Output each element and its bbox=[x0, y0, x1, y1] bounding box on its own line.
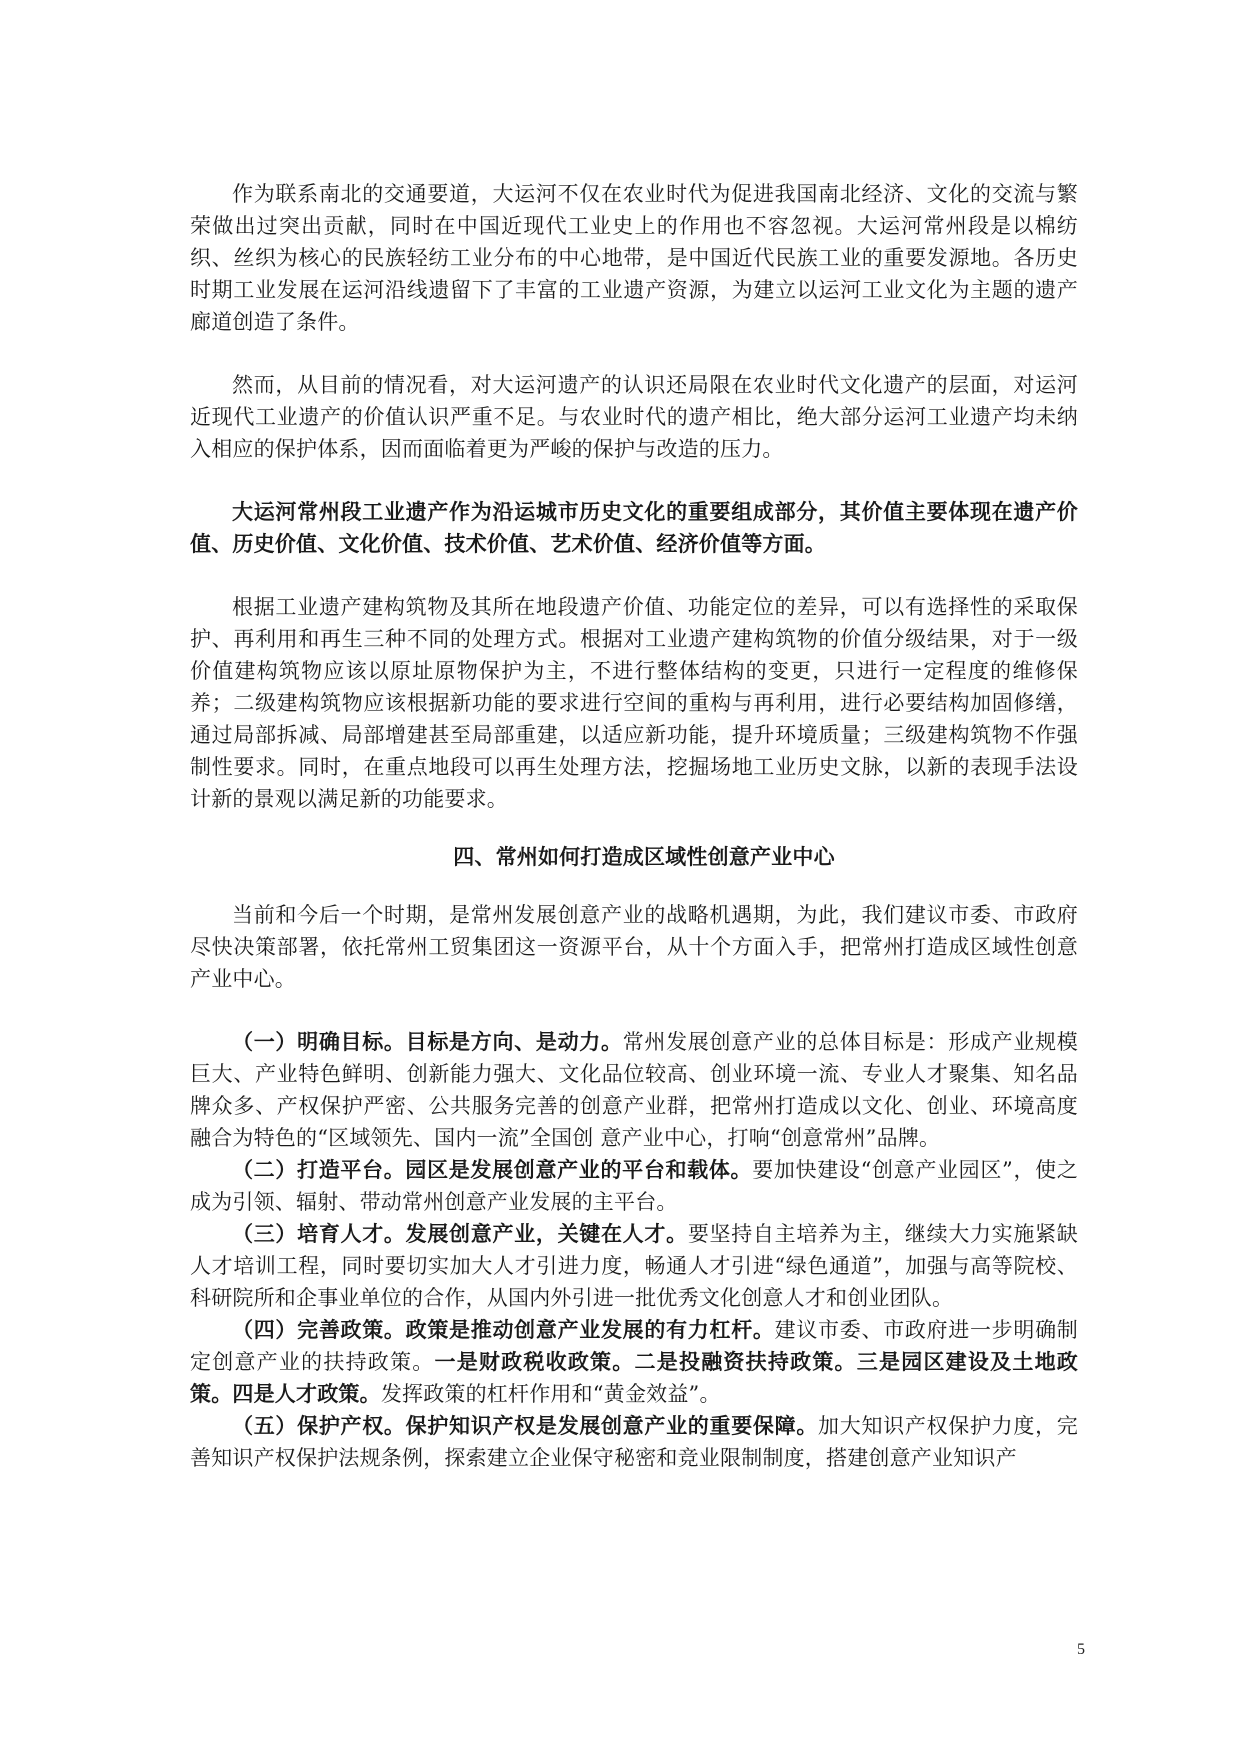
item-build-platform bbox=[190, 1154, 1078, 1218]
item-improve-policy bbox=[190, 1314, 1078, 1410]
item-body: 加大知识产权保护力度，完善知识产权保护法规条例，探索建立企业保守秘密和竞业限制制度，搭建创意产业知识产 bbox=[190, 1414, 1078, 1470]
page-number: 5 bbox=[1077, 1641, 1085, 1658]
document-body bbox=[190, 178, 1078, 1474]
paragraph-canal-transport: 作为联系南北的交通要道，大运河不仅在农业时代为促进我国南北经济、文化的交流与繁荣做出过突出贡献，同时在中国近现代工业史上的作用也不容忽视。大运河常州段是以棉纺织、丝织为核心的民族轻纺工业分布的中心地带，是中国近代民族工业的重要发源地。各历史时期工业发展在运河沿线遗留下了丰富的工业遗产资源，为建立以运河工业文化为主题的遗产廊道创造了条件。 bbox=[190, 182, 1078, 334]
item-lead: （三）培育人才。发展创意产业，关键在人才。 bbox=[232, 1221, 688, 1246]
item-lead: （二）打造平台。园区是发展创意产业的平台和载体。 bbox=[232, 1157, 753, 1182]
item-clear-goal bbox=[190, 1026, 1078, 1154]
item-body: 常州发展创意产业的总体目标是：形成产业规模巨大、产业特色鲜明、创新能力强大、文化品位较高、创业环境一流、专业人才聚集、知名品牌众多、产权保护严密、公共服务完善的创意产业群，把常州打造成以文化、创业、环境高度融合为特色的“区域领先、国内一流”全国创 意产业中心，打响“创意常州”品牌。 bbox=[190, 1030, 1078, 1150]
paragraph-canal-heritage-awareness: 然而，从目前的情况看，对大运河遗产的认识还局限在农业时代文化遗产的层面，对运河近现代工业遗产的价值认识严重不足。与农业时代的遗产相比，绝大部分运河工业遗产均未纳入相应的保护体系，因而面临着更为严峻的保护与改造的压力。 bbox=[190, 373, 1078, 461]
policy-point-1: 一是财政税收政策。 bbox=[434, 1349, 635, 1374]
item-body: 要加快建设“创意产业园区”，使之成为引领、辐射、带动常州创意产业发展的主平台。 bbox=[190, 1158, 1078, 1214]
policy-point-3: 三是园区建设及土地政策。 bbox=[190, 1349, 1079, 1406]
item-body: 建议市委、市政府进一步明确制定创意产业的扶持政策。 bbox=[190, 1318, 1078, 1374]
policy-point-4: 四是人才政策。 bbox=[232, 1381, 381, 1406]
policy-point-2: 二是投融资扶持政策。 bbox=[634, 1349, 857, 1374]
item-cultivate-talent bbox=[190, 1218, 1078, 1314]
item-protect-property bbox=[190, 1410, 1078, 1474]
item-lead: （一）明确目标。目标是方向、是动力。 bbox=[232, 1029, 623, 1054]
item-lead: （四）完善政策。政策是推动创意产业发展的有力杠杆。 bbox=[232, 1317, 775, 1342]
paragraph-treatment-methods: 根据工业遗产建构筑物及其所在地段遗产价值、功能定位的差异，可以有选择性的采取保护、再利用和再生三种不同的处理方式。根据对工业遗产建构筑物的价值分级结果，对于一级价值建构筑物应该以原址原物保护为主，不进行整体结构的变更，只进行一定程度的维修保养；二级建构筑物应该根据新功能的要求进行空间的重构与再利用，进行必要结构加固修缮，通过局部拆减、局部增建甚至局部重建，以适应新功能，提升环境质量；三级建构筑物不作强制性要求。同时，在重点地段可以再生处理方法，挖掘场地工业历史文脉，以新的表现手法设计新的景观以满足新的功能要求。 bbox=[190, 595, 1078, 811]
paragraph-strategy-intro: 当前和今后一个时期，是常州发展创意产业的战略机遇期，为此，我们建议市委、市政府尽快决策部署，依托常州工贸集团这一资源平台，从十个方面入手，把常州打造成区域性创意产业中心。 bbox=[190, 903, 1078, 991]
item-body: 要坚持自主培养为主，继续大力实施紧缺人才培训工程，同时要切实加大人才引进力度，畅通人才引进“绿色通道”，加强与高等院校、科研院所和企事业单位的合作，从国内外引进一批优秀文化创意人才和创业团队。 bbox=[190, 1222, 1078, 1310]
item-lead: （五）保护产权。保护知识产权是发展创意产业的重要保障。 bbox=[232, 1413, 819, 1438]
section-heading: 四、常州如何打造成区域性创意产业中心 bbox=[453, 844, 835, 869]
paragraph-heritage-value: 大运河常州段工业遗产作为沿运城市历史文化的重要组成部分，其价值主要体现在遗产价值、历史价值、文化价值、技术价值、艺术价值、经济价值等方面。 bbox=[190, 499, 1078, 556]
item-tail: 发挥政策的杠杆作用和“黄金效益”。 bbox=[380, 1382, 721, 1406]
